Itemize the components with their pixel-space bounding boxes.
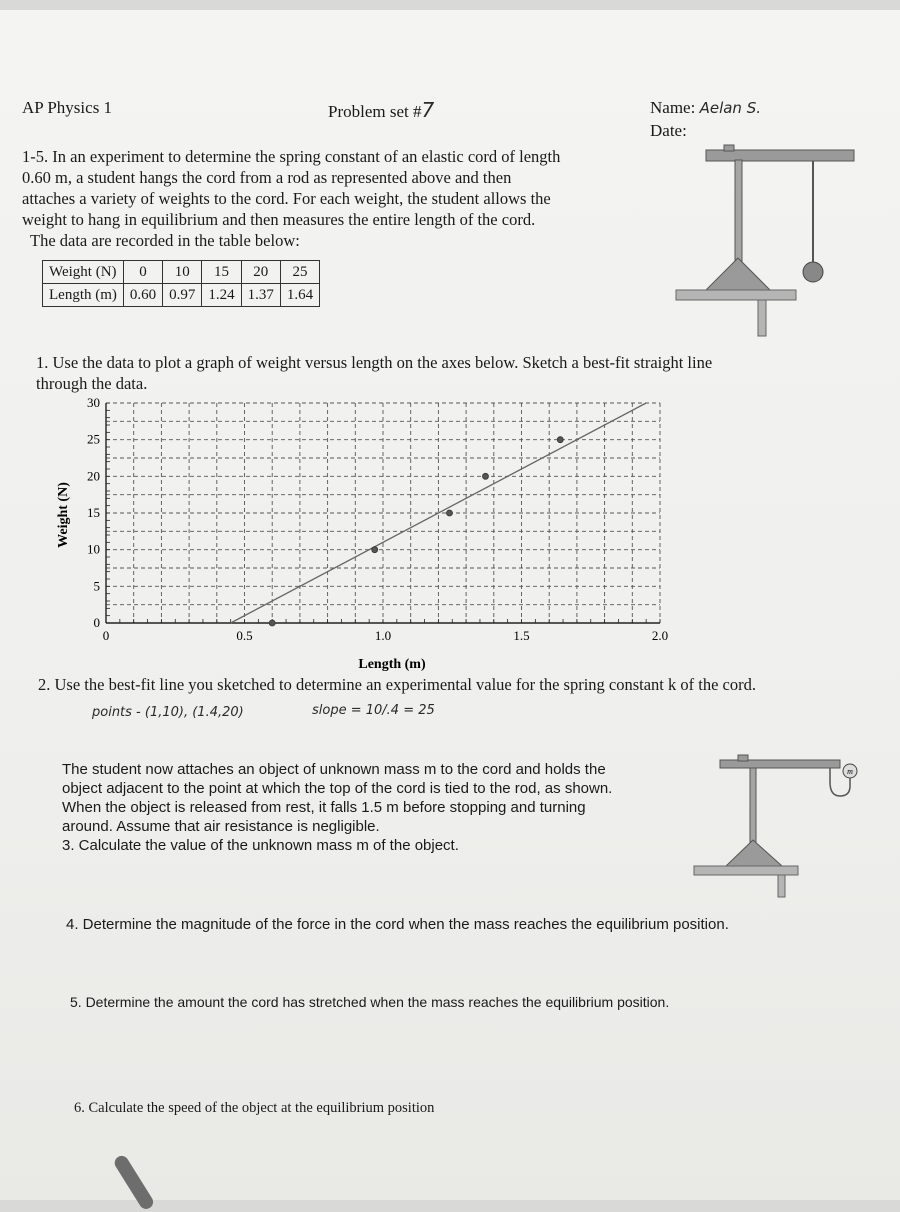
problem-set-number: 7	[421, 98, 435, 122]
table-leg	[778, 875, 785, 897]
part2-line: around. Assume that air resistance is negligible.	[62, 818, 380, 835]
table-cell: 1.37	[241, 284, 280, 307]
data-point	[446, 510, 452, 516]
table-cell: 1.24	[202, 284, 241, 307]
part2-line: object adjacent to the point at which the top of the cord is tied to the rod, as shown.	[62, 780, 613, 797]
weight-length-graph	[40, 395, 680, 680]
y-axis-label: Weight (N)	[56, 482, 71, 548]
x-tick-label: 1.0	[374, 628, 392, 643]
table-cell: 20	[241, 261, 280, 284]
table-cell: 15	[202, 261, 241, 284]
y-tick-label: 5	[93, 578, 100, 594]
intro-line: The data are recorded in the table below:	[30, 231, 300, 250]
stand-pole	[735, 160, 742, 275]
y-tick-label: 0	[93, 615, 100, 630]
intro-line: 0.60 m, a student hangs the cord from a rod as represented above and then	[22, 168, 512, 187]
table-cell: 1.64	[280, 284, 319, 307]
table-cell: 0	[123, 261, 162, 284]
x-tick-label: 0	[102, 628, 110, 643]
intro-line: attaches a variety of weights to the cord. For each weight, the student allows the	[22, 189, 551, 208]
stand-base	[706, 258, 770, 290]
rod	[706, 150, 854, 161]
name-line	[650, 98, 761, 118]
x-tick-label: 2.0	[651, 628, 669, 643]
part2-line: The student now attaches an object of unknown mass m to the cord and holds the	[62, 761, 606, 778]
problem-set-label: Problem set #	[328, 102, 422, 121]
data-point	[269, 620, 275, 626]
name-label: Name:	[650, 98, 696, 117]
q2-answer-slope: slope = 10/.4 = 25	[312, 703, 435, 718]
apparatus-diagram-2	[690, 752, 870, 902]
y-tick-label: 15	[87, 505, 100, 520]
table-top	[694, 866, 798, 875]
q1-line: 1. Use the data to plot a graph of weight versus length on the axes below. Sketch a best-fit straight line	[36, 353, 713, 372]
y-tick-label: 30	[87, 395, 100, 410]
intro-line: weight to hang in equilibrium and then measures the entire length of the cord.	[22, 210, 536, 229]
stand-base	[726, 840, 782, 866]
y-tick-label: 10	[87, 541, 100, 557]
intro-line: 1-5. In an experiment to determine the spring constant of an elastic cord of length	[22, 147, 561, 166]
x-axis-label: Length (m)	[358, 657, 426, 672]
rod-clamp	[738, 755, 748, 761]
table-cell: 0.97	[163, 284, 202, 307]
part2-paragraph	[62, 760, 682, 855]
x-tick-label: 0.5	[236, 628, 253, 643]
hanging-weight	[803, 262, 823, 282]
date-label: Date:	[650, 121, 687, 140]
problem-set-title	[328, 98, 434, 122]
question-2: 2. Use the best-fit line you sketched to determine an experimental value for the spring constant k of the cord.	[38, 675, 756, 694]
table-row-weight	[43, 261, 320, 284]
question-4: 4. Determine the magnitude of the force in the cord when the mass reaches the equilibrium position.	[66, 916, 729, 933]
table-cell: 25	[280, 261, 319, 284]
row-header: Weight (N)	[43, 261, 124, 284]
table-leg	[758, 300, 766, 336]
q1-line: through the data.	[36, 374, 148, 393]
course-title: AP Physics 1	[22, 98, 113, 117]
data-point	[557, 437, 563, 443]
x-tick-label: 1.5	[513, 628, 530, 643]
y-tick-label: 20	[87, 468, 100, 484]
question-1	[36, 352, 856, 394]
question-3: 3. Calculate the value of the unknown mass m of the object.	[62, 837, 459, 854]
question-5: 5. Determine the amount the cord has stretched when the mass reaches the equilibrium position.	[70, 994, 670, 1010]
mass-label: m	[847, 767, 853, 776]
question-6: 6. Calculate the speed of the object at the equilibrium position	[74, 1100, 435, 1116]
row-header: Length (m)	[43, 284, 124, 307]
q2-answer-points: points - (1,10), (1.4,20)	[92, 705, 244, 720]
data-point	[482, 473, 488, 479]
table-cell: 10	[163, 261, 202, 284]
data-table	[42, 260, 320, 307]
intro-paragraph	[22, 146, 672, 251]
apparatus-diagram	[670, 140, 860, 340]
y-tick-label: 25	[87, 431, 100, 447]
chart-ticks	[87, 395, 668, 643]
data-point	[372, 547, 378, 553]
table-cell: 0.60	[123, 284, 162, 307]
rod-clamp	[724, 145, 734, 151]
name-value: Aelan S.	[699, 99, 761, 117]
chart-grid	[106, 403, 660, 623]
table-row-length	[43, 284, 320, 307]
part2-line: When the object is released from rest, it falls 1.5 m before stopping and turning	[62, 799, 586, 816]
table-top	[676, 290, 796, 300]
